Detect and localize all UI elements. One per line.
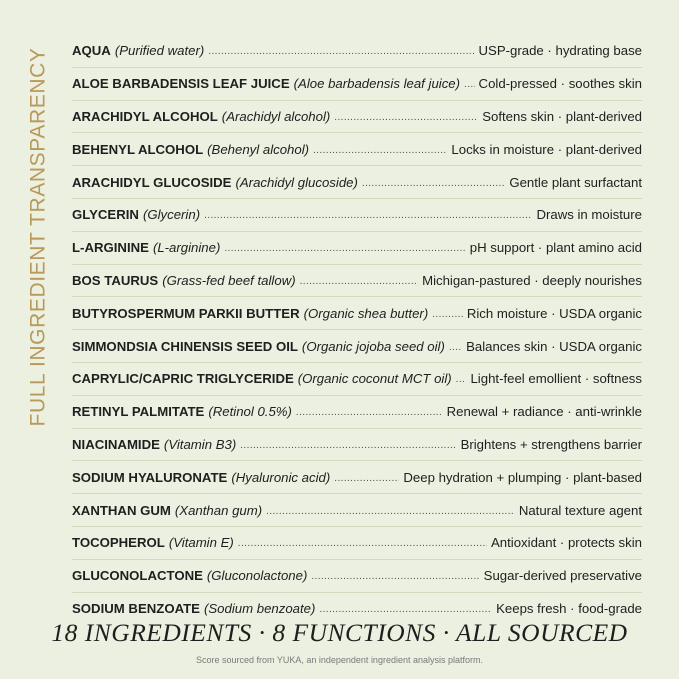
ingredient-row [72, 297, 642, 330]
ingredient-row [72, 330, 642, 363]
dot-leader [334, 473, 399, 484]
ingredient-common-name: (Sodium benzoate) [203, 601, 316, 617]
ingredient-row [72, 265, 642, 298]
ingredient-common-name: (Organic jojoba seed oil) [301, 338, 445, 354]
dot-leader [432, 309, 463, 320]
ingredient-row [72, 429, 642, 462]
ingredient-name: GLUCONOLACTONE [72, 568, 203, 584]
ingredient-common-name: (Purified water) [114, 43, 205, 59]
ingredient-common-name: (Organic shea butter) [303, 305, 429, 321]
ingredient-common-name: (L-arginine) [152, 240, 221, 256]
dot-leader [224, 243, 465, 254]
ingredient-row [72, 461, 642, 494]
ingredient-name: L-ARGININE [72, 240, 149, 256]
ingredient-function: Light-feel emollient · softness [470, 371, 642, 387]
ingredient-name: ARACHIDYL GLUCOSIDE [72, 174, 232, 190]
ingredient-row [72, 35, 642, 68]
ingredient-name: GLYCERIN [72, 207, 139, 223]
ingredient-function: Gentle plant surfactant [509, 174, 642, 190]
ingredient-common-name: (Behenyl alcohol) [207, 141, 310, 157]
ingredient-name: XANTHAN GUM [72, 502, 171, 518]
ingredient-function: Balances skin · USDA organic [466, 338, 642, 354]
dot-leader [362, 178, 505, 189]
ingredient-common-name: (Aloe barbadensis leaf juice) [293, 76, 461, 92]
ingredient-name: SIMMONDSIA CHINENSIS SEED OIL [72, 338, 298, 354]
ingredient-function: Draws in moisture [536, 207, 642, 223]
ingredient-function: Locks in moisture · plant-derived [451, 141, 642, 157]
ingredient-name: TOCOPHEROL [72, 535, 165, 551]
ingredient-row [72, 396, 642, 429]
ingredient-name: RETINYL PALMITATE [72, 404, 205, 420]
ingredient-common-name: (Vitamin B3) [163, 436, 237, 452]
dot-leader [319, 604, 492, 615]
ingredient-name: CAPRYLIC/CAPRIC TRIGLYCERIDE [72, 371, 294, 387]
ingredient-row [72, 494, 642, 527]
ingredient-row [72, 199, 642, 232]
ingredient-function: Deep hydration + plumping · plant-based [403, 469, 642, 485]
footer-note: Score sourced from YUKA, an independent ingredient analysis platform. [196, 655, 483, 665]
ingredient-function: Brightens + strengthens barrier [460, 436, 642, 452]
dot-leader [334, 112, 478, 123]
ingredient-common-name: (Xanthan gum) [174, 502, 263, 518]
ingredient-common-name: (Organic coconut MCT oil) [297, 371, 452, 387]
dot-leader [238, 538, 487, 549]
ingredient-name: BEHENYL ALCOHOL [72, 141, 204, 157]
ingredient-row [72, 68, 642, 101]
ingredient-name: SODIUM HYALURONATE [72, 469, 228, 485]
ingredient-function: Michigan-pastured · deeply nourishes [422, 272, 642, 288]
ingredient-row [72, 166, 642, 199]
ingredient-name: BUTYROSPERMUM PARKII BUTTER [72, 305, 300, 321]
ingredient-name: ALOE BARBADENSIS LEAF JUICE [72, 76, 290, 92]
ingredient-name: BOS TAURUS [72, 272, 159, 288]
ingredient-function: pH support · plant amino acid [469, 240, 642, 256]
ingredient-function: Softens skin · plant-derived [482, 108, 642, 124]
ingredient-common-name: (Arachidyl glucoside) [235, 174, 358, 190]
dot-leader [456, 374, 467, 385]
ingredient-common-name: (Vitamin E) [168, 535, 234, 551]
ingredient-common-name: (Hyaluronic acid) [231, 469, 331, 485]
ingredient-common-name: (Gluconolactone) [206, 568, 308, 584]
dot-leader [266, 506, 515, 517]
ingredient-row [72, 232, 642, 265]
ingredient-row [72, 527, 642, 560]
ingredient-row [72, 363, 642, 396]
ingredient-name: NIACINAMIDE [72, 436, 160, 452]
dot-leader [208, 46, 474, 57]
ingredient-common-name: (Arachidyl alcohol) [221, 108, 331, 124]
dot-leader [300, 276, 418, 287]
dot-leader [313, 145, 447, 156]
dot-leader [204, 210, 532, 221]
ingredient-function: Antioxidant · protects skin [491, 535, 642, 551]
ingredient-row [72, 101, 642, 134]
ingredient-name: AQUA [72, 43, 111, 59]
side-title-text: FULL INGREDIENT TRANSPARENCY [26, 47, 49, 427]
ingredient-name: SODIUM BENZOATE [72, 601, 200, 617]
ingredient-list [72, 35, 642, 625]
ingredient-function: Natural texture agent [518, 502, 642, 518]
ingredient-row [72, 133, 642, 166]
ingredient-function: Renewal + radiance · anti-wrinkle [446, 404, 642, 420]
footer-headline: 18 INGREDIENTS · 8 FUNCTIONS · ALL SOURCED [51, 618, 628, 647]
ingredient-function: USP-grade · hydrating base [478, 43, 642, 59]
dot-leader [464, 79, 475, 90]
ingredient-common-name: (Grass-fed beef tallow) [162, 272, 296, 288]
dot-leader [296, 407, 443, 418]
ingredient-row [72, 560, 642, 593]
dot-leader [449, 342, 462, 353]
dot-leader [240, 440, 456, 451]
ingredient-function: Sugar-derived preservative [483, 568, 642, 584]
dot-leader [311, 571, 479, 582]
ingredient-function: Keeps fresh · food-grade [496, 601, 642, 617]
ingredient-name: ARACHIDYL ALCOHOL [72, 108, 218, 124]
ingredient-common-name: (Retinol 0.5%) [208, 404, 292, 420]
ingredient-function: Rich moisture · USDA organic [466, 305, 642, 321]
ingredient-common-name: (Glycerin) [142, 207, 201, 223]
side-title [24, 44, 52, 430]
ingredient-function: Cold-pressed · soothes skin [478, 76, 642, 92]
